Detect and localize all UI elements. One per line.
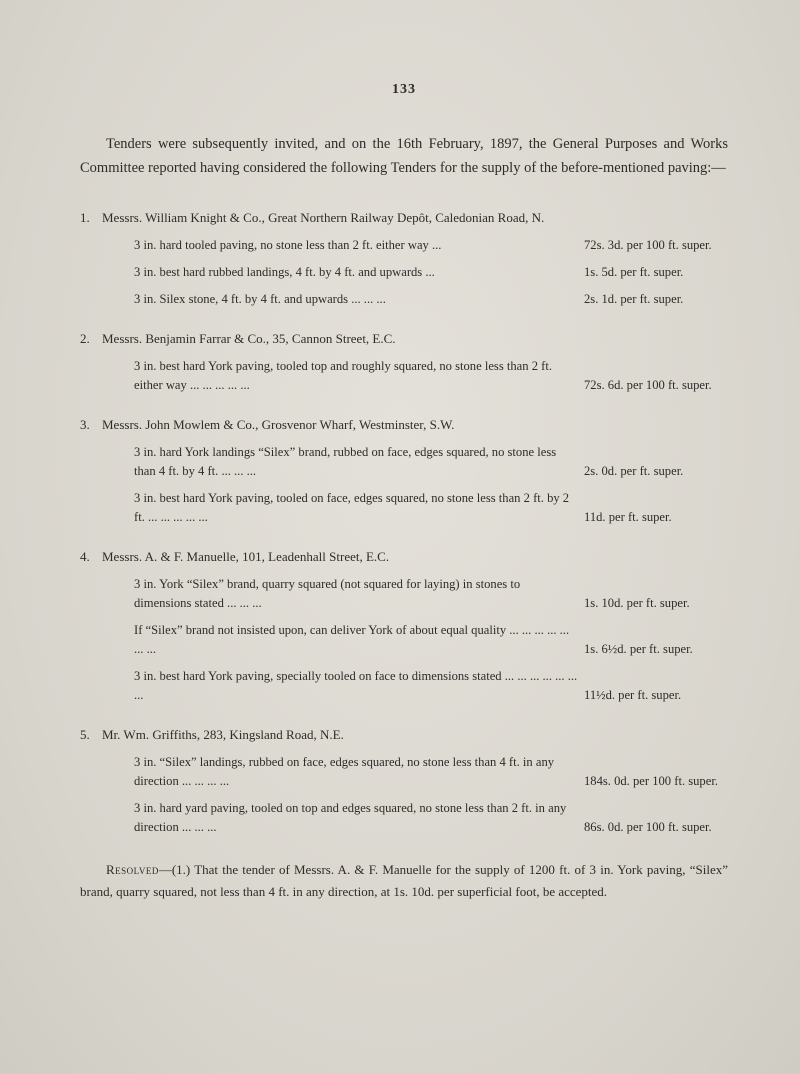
tender-entry [80,549,728,705]
item-price: 184s. 0d. per 100 ft. super. [584,774,718,788]
item-price: 86s. 0d. per 100 ft. super. [584,820,712,834]
tender-item [134,290,728,309]
page-number: 133 [392,82,416,97]
item-description: 3 in. hard York landings “Silex” brand, rubbed on face, edges squared, no stone less than 4 ft. by 4 ft. ... ... ... [134,445,557,478]
tender-number: 2. [80,331,90,346]
tender-item [134,799,728,837]
tender-firm: Messrs. William Knight & Co., Great Northern Railway Depôt, Caledonian Road, N. [102,210,545,225]
tender-header [80,727,728,743]
tender-entry [80,727,728,837]
item-price: 1s. 6½d. per ft. super. [584,642,693,656]
tender-header [80,549,728,565]
tender-item [134,667,728,705]
tender-header [80,331,728,347]
tender-number: 4. [80,549,90,564]
tender-item [134,753,728,791]
tenders-list [80,210,728,837]
item-description: 3 in. best hard York paving, specially tooled on face to dimensions stated ... ... ... ... ... ... ... [134,669,578,702]
tender-item [134,621,728,659]
item-price: 2s. 1d. per ft. super. [584,292,684,306]
tender-header [80,417,728,433]
tender-number: 1. [80,210,90,225]
tender-item [134,575,728,613]
item-price: 72s. 6d. per 100 ft. super. [584,378,712,392]
tender-firm: Mr. Wm. Griffiths, 283, Kingsland Road, N.E. [102,727,344,742]
tender-entry [80,331,728,395]
resolved-label: Resolved [106,862,159,877]
item-price: 11d. per ft. super. [584,510,672,524]
item-price: 72s. 3d. per 100 ft. super. [584,238,712,252]
resolution-text: —(1.) That the tender of Messrs. A. & F. Manuelle for the supply of 1200 ft. of 3 in. York paving, “Silex” brand, quarry squared, not less than 4 ft. in any direction, at 1s. 10d. per superficial foot, be accepted. [80,862,728,899]
tender-item [134,443,728,481]
item-price: 1s. 10d. per ft. super. [584,596,690,610]
item-description: 3 in. hard tooled paving, no stone less than 2 ft. either way ... [134,238,442,252]
tender-number: 5. [80,727,90,742]
tender-header [80,210,728,226]
item-price: 2s. 0d. per ft. super. [584,464,684,478]
tender-item [134,263,728,282]
item-description: 3 in. Silex stone, 4 ft. by 4 ft. and upwards ... ... ... [134,292,386,306]
intro-paragraph: Tenders were subsequently invited, and on the 16th February, 1897, the General Purposes and Works Committee reported having considered the following Tenders for the supply of the before-mentioned paving:— [80,136,728,176]
item-description: 3 in. best hard York paving, tooled on face, edges squared, no stone less than 2 ft. by 2 ft. ... ... ... ... ... [134,491,570,524]
item-price: 1s. 5d. per ft. super. [584,265,684,279]
tender-firm: Messrs. A. & F. Manuelle, 101, Leadenhall Street, E.C. [102,549,390,564]
item-price: 11½d. per ft. super. [584,688,682,702]
tender-number: 3. [80,417,90,432]
tender-firm: Messrs. John Mowlem & Co., Grosvenor Wharf, Westminster, S.W. [102,417,455,432]
item-description: 3 in. best hard rubbed landings, 4 ft. by 4 ft. and upwards ... [134,265,435,279]
item-description: 3 in. “Silex” landings, rubbed on face, edges squared, no stone less than 4 ft. in any direction ... ... ... ... [134,755,555,788]
item-description: 3 in. best hard York paving, tooled top and roughly squared, no stone less than 2 ft. either way ... ... ... ... ... [134,359,552,392]
tender-firm: Messrs. Benjamin Farrar & Co., 35, Cannon Street, E.C. [102,331,396,346]
tender-item [134,236,728,255]
item-description: 3 in. hard yard paving, tooled on top and edges squared, no stone less than 2 ft. in any direction ... ... ... [134,801,567,834]
tender-item [134,357,728,395]
resolution-paragraph [80,859,728,903]
tender-entry [80,417,728,527]
item-description: 3 in. York “Silex” brand, quarry squared (not squared for laying) in stones to dimensions stated ... ... ... [134,577,521,610]
tender-item [134,489,728,527]
item-description: If “Silex” brand not insisted upon, can deliver York of about equal quality ... ... ... ... ... ... ... [134,623,570,656]
tender-entry [80,210,728,309]
